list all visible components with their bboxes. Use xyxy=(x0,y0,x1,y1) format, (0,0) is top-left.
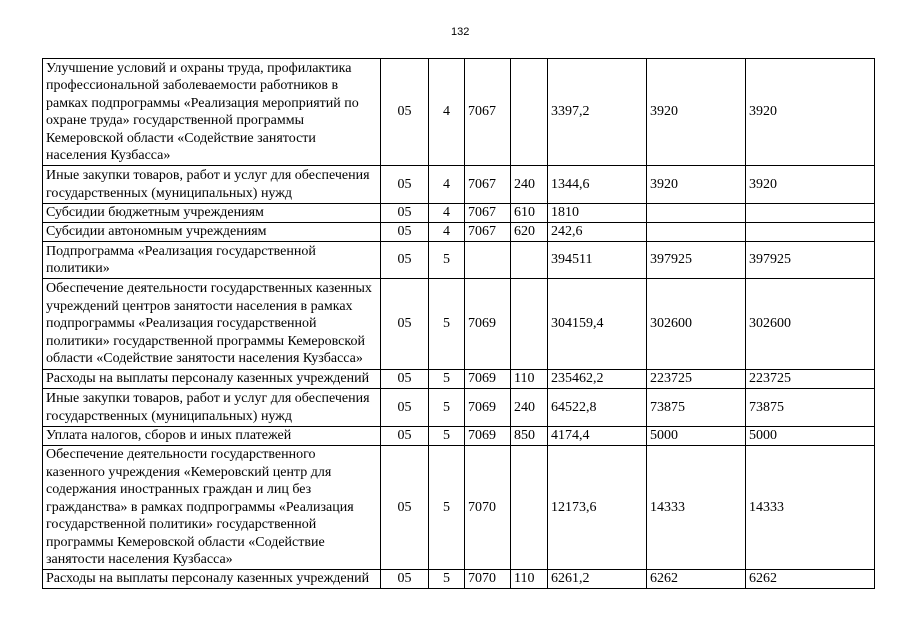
amount-column-3: 3920 xyxy=(746,59,875,166)
expense-type-code: 850 xyxy=(511,427,548,446)
subsection-code: 4 xyxy=(429,223,465,242)
table-row xyxy=(43,389,875,427)
row-description: Иные закупки товаров, работ и услуг для обеспечения государственных (муниципальных) нужд xyxy=(43,389,381,427)
row-description: Улучшение условий и охраны труда, профилактика профессиональной заболеваемости работников в рамках подпрограммы «Реализация мероприятий по охране труда» государственной программы Кемеровской области «Содействие занятости населения Кузбасса» xyxy=(43,59,381,166)
amount-column-1: 64522,8 xyxy=(548,389,647,427)
amount-column-1: 12173,6 xyxy=(548,446,647,570)
section-code: 05 xyxy=(381,570,429,589)
amount-column-1: 235462,2 xyxy=(548,370,647,389)
amount-column-3: 6262 xyxy=(746,570,875,589)
subsection-code: 5 xyxy=(429,570,465,589)
amount-column-2: 3920 xyxy=(647,59,746,166)
target-article-code: 7070 xyxy=(465,446,511,570)
table-row xyxy=(43,204,875,223)
amount-column-3: 3920 xyxy=(746,166,875,204)
row-description: Обеспечение деятельности государственных казенных учреждений центров занятости населения в рамках подпрограммы «Реализация государственной политики» государственной программы Кемеровской области «Содействие занятости населения Кузбасса» xyxy=(43,279,381,370)
target-article-code: 7067 xyxy=(465,59,511,166)
section-code: 05 xyxy=(381,427,429,446)
subsection-code: 4 xyxy=(429,204,465,223)
row-description: Расходы на выплаты персоналу казенных учреждений xyxy=(43,570,381,589)
table-row xyxy=(43,166,875,204)
table-row xyxy=(43,370,875,389)
subsection-code: 5 xyxy=(429,242,465,279)
expense-type-code: 110 xyxy=(511,570,548,589)
expense-type-code xyxy=(511,446,548,570)
amount-column-1: 304159,4 xyxy=(548,279,647,370)
amount-column-3: 14333 xyxy=(746,446,875,570)
subsection-code: 4 xyxy=(429,59,465,166)
amount-column-3: 73875 xyxy=(746,389,875,427)
amount-column-1: 6261,2 xyxy=(548,570,647,589)
amount-column-3 xyxy=(746,223,875,242)
target-article-code: 7070 xyxy=(465,570,511,589)
amount-column-2: 223725 xyxy=(647,370,746,389)
expense-type-code: 610 xyxy=(511,204,548,223)
table-row xyxy=(43,223,875,242)
amount-column-3: 5000 xyxy=(746,427,875,446)
subsection-code: 5 xyxy=(429,427,465,446)
table-row xyxy=(43,279,875,370)
amount-column-1: 1344,6 xyxy=(548,166,647,204)
amount-column-3: 397925 xyxy=(746,242,875,279)
target-article-code: 7069 xyxy=(465,389,511,427)
section-code: 05 xyxy=(381,204,429,223)
section-code: 05 xyxy=(381,389,429,427)
expense-type-code xyxy=(511,59,548,166)
expense-type-code: 110 xyxy=(511,370,548,389)
row-description: Подпрограмма «Реализация государственной политики» xyxy=(43,242,381,279)
subsection-code: 4 xyxy=(429,166,465,204)
amount-column-3: 223725 xyxy=(746,370,875,389)
expense-type-code: 240 xyxy=(511,389,548,427)
row-description: Уплата налогов, сборов и иных платежей xyxy=(43,427,381,446)
subsection-code: 5 xyxy=(429,370,465,389)
amount-column-2: 3920 xyxy=(647,166,746,204)
amount-column-3 xyxy=(746,204,875,223)
amount-column-1: 3397,2 xyxy=(548,59,647,166)
section-code: 05 xyxy=(381,242,429,279)
target-article-code: 7067 xyxy=(465,204,511,223)
amount-column-2: 397925 xyxy=(647,242,746,279)
target-article-code: 7067 xyxy=(465,166,511,204)
amount-column-1: 242,6 xyxy=(548,223,647,242)
amount-column-3: 302600 xyxy=(746,279,875,370)
row-description: Обеспечение деятельности государственного казенного учреждения «Кемеровский центр для содержания иностранных граждан и лиц без гражданства» в рамках подпрограммы «Реализация государственной политики» государственной программы Кемеровской области «Содействие занятости населения Кузбасса» xyxy=(43,446,381,570)
section-code: 05 xyxy=(381,279,429,370)
section-code: 05 xyxy=(381,446,429,570)
subsection-code: 5 xyxy=(429,446,465,570)
row-description: Иные закупки товаров, работ и услуг для обеспечения государственных (муниципальных) нужд xyxy=(43,166,381,204)
expense-type-code: 240 xyxy=(511,166,548,204)
table-row xyxy=(43,427,875,446)
amount-column-1: 4174,4 xyxy=(548,427,647,446)
row-description: Субсидии бюджетным учреждениям xyxy=(43,204,381,223)
section-code: 05 xyxy=(381,59,429,166)
amount-column-2 xyxy=(647,223,746,242)
amount-column-1: 1810 xyxy=(548,204,647,223)
section-code: 05 xyxy=(381,223,429,242)
expense-type-code: 620 xyxy=(511,223,548,242)
table-row xyxy=(43,59,875,166)
amount-column-1: 394511 xyxy=(548,242,647,279)
amount-column-2: 302600 xyxy=(647,279,746,370)
section-code: 05 xyxy=(381,370,429,389)
table-row xyxy=(43,570,875,589)
expense-type-code xyxy=(511,242,548,279)
row-description: Субсидии автономным учреждениям xyxy=(43,223,381,242)
target-article-code xyxy=(465,242,511,279)
target-article-code: 7069 xyxy=(465,427,511,446)
target-article-code: 7067 xyxy=(465,223,511,242)
amount-column-2: 14333 xyxy=(647,446,746,570)
amount-column-2 xyxy=(647,204,746,223)
amount-column-2: 6262 xyxy=(647,570,746,589)
expense-type-code xyxy=(511,279,548,370)
section-code: 05 xyxy=(381,166,429,204)
table-row xyxy=(43,242,875,279)
target-article-code: 7069 xyxy=(465,279,511,370)
page-number: 132 xyxy=(451,26,470,38)
target-article-code: 7069 xyxy=(465,370,511,389)
subsection-code: 5 xyxy=(429,279,465,370)
subsection-code: 5 xyxy=(429,389,465,427)
table-row xyxy=(43,446,875,570)
amount-column-2: 73875 xyxy=(647,389,746,427)
amount-column-2: 5000 xyxy=(647,427,746,446)
row-description: Расходы на выплаты персоналу казенных учреждений xyxy=(43,370,381,389)
budget-table xyxy=(42,58,875,589)
